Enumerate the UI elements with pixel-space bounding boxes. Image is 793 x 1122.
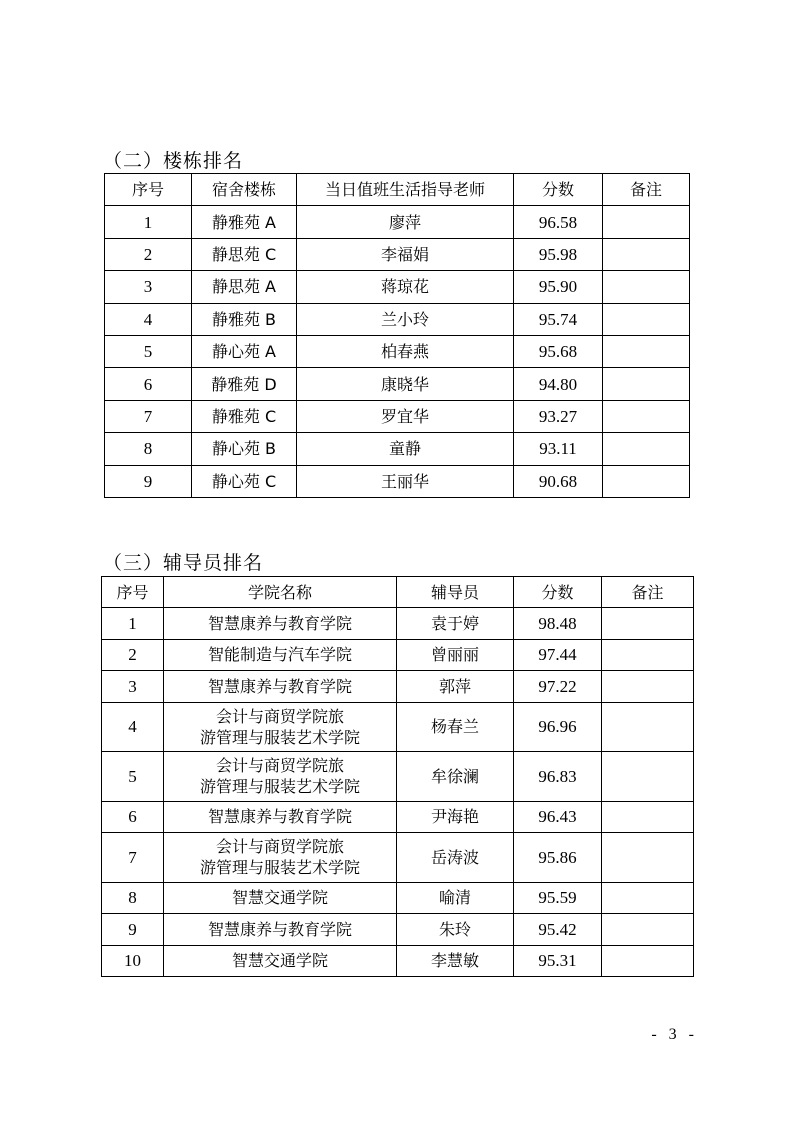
score-cell: 95.68 [514, 335, 603, 367]
score-cell: 97.44 [514, 639, 602, 671]
counselor-cell: 喻清 [397, 882, 514, 914]
college-name-line: 会计与商贸学院旅 [215, 706, 344, 726]
note-cell [602, 914, 694, 946]
note-cell [602, 639, 694, 671]
building-cell: 静心苑 C [192, 465, 297, 497]
score-cell: 93.11 [514, 433, 603, 465]
building-cell: 静心苑 A [192, 335, 297, 367]
rank-cell: 8 [105, 433, 192, 465]
table-row [105, 271, 690, 303]
table-row [102, 608, 694, 640]
score-cell: 95.74 [514, 303, 603, 335]
rank-cell: 5 [102, 752, 164, 802]
page-number: - 3 - [651, 1026, 698, 1043]
score-cell: 95.31 [514, 945, 602, 977]
table-row [105, 465, 690, 497]
table-row [102, 702, 694, 752]
building-cell: 静雅苑 A [192, 206, 297, 238]
table-row [105, 400, 690, 432]
building-ranking-table [104, 173, 690, 498]
rank-cell: 6 [105, 368, 192, 400]
rank-cell: 4 [105, 303, 192, 335]
note-cell [603, 433, 690, 465]
table-row [102, 914, 694, 946]
rank-cell: 10 [102, 945, 164, 977]
note-cell [603, 238, 690, 270]
column-header: 备注 [602, 577, 694, 608]
college-cell [164, 882, 397, 914]
table-row [105, 335, 690, 367]
rank-cell: 6 [102, 801, 164, 833]
college-name-line: 智慧康养与教育学院 [207, 613, 352, 633]
teacher-cell: 蒋琼花 [297, 271, 514, 303]
college-name-line: 智慧交通学院 [231, 951, 328, 971]
counselor-cell: 岳涛波 [397, 833, 514, 883]
college-cell [164, 702, 397, 752]
note-cell [602, 752, 694, 802]
counselor-cell: 尹海艳 [397, 801, 514, 833]
table-row [102, 671, 694, 703]
note-cell [602, 671, 694, 703]
note-cell [602, 702, 694, 752]
table-row [102, 945, 694, 977]
score-cell: 96.58 [514, 206, 603, 238]
table-row [105, 303, 690, 335]
college-name-line: 会计与商贸学院旅 [215, 837, 344, 857]
rank-cell: 3 [105, 271, 192, 303]
college-cell [164, 945, 397, 977]
rank-cell: 2 [102, 639, 164, 671]
score-cell: 90.68 [514, 465, 603, 497]
score-cell: 96.43 [514, 801, 602, 833]
counselor-cell: 袁于婷 [397, 608, 514, 640]
teacher-cell: 柏春燕 [297, 335, 514, 367]
note-cell [603, 400, 690, 432]
score-cell: 95.42 [514, 914, 602, 946]
column-header: 分数 [514, 577, 602, 608]
college-name-line: 智慧交通学院 [231, 888, 328, 908]
college-cell [164, 801, 397, 833]
column-header: 宿舍楼栋 [192, 174, 297, 206]
teacher-cell: 李福娟 [297, 238, 514, 270]
counselor-cell: 李慧敏 [397, 945, 514, 977]
building-cell: 静思苑 A [192, 271, 297, 303]
column-header: 分数 [514, 174, 603, 206]
counselor-cell: 杨春兰 [397, 702, 514, 752]
college-cell [164, 671, 397, 703]
rank-cell: 9 [102, 914, 164, 946]
note-cell [603, 206, 690, 238]
college-name-line: 会计与商贸学院旅 [215, 756, 344, 776]
college-name-line: 游管理与服装艺术学院 [199, 727, 360, 747]
teacher-cell: 康晓华 [297, 368, 514, 400]
note-cell [602, 833, 694, 883]
table-row [102, 752, 694, 802]
counselor-ranking-heading: （三）辅导员排名 [103, 552, 264, 574]
score-cell: 98.48 [514, 608, 602, 640]
teacher-cell: 廖萍 [297, 206, 514, 238]
rank-cell: 1 [102, 608, 164, 640]
table-row [105, 206, 690, 238]
college-cell [164, 914, 397, 946]
college-cell [164, 752, 397, 802]
college-name-line: 游管理与服装艺术学院 [199, 858, 360, 878]
column-header: 学院名称 [164, 577, 397, 608]
rank-cell: 5 [105, 335, 192, 367]
score-cell: 95.90 [514, 271, 603, 303]
score-cell: 95.86 [514, 833, 602, 883]
table-row [105, 368, 690, 400]
college-name-line: 智慧康养与教育学院 [207, 676, 352, 696]
column-header: 序号 [102, 577, 164, 608]
college-name-line: 智能制造与汽车学院 [207, 645, 352, 665]
score-cell: 94.80 [514, 368, 603, 400]
column-header: 序号 [105, 174, 192, 206]
rank-cell: 9 [105, 465, 192, 497]
table-row [102, 882, 694, 914]
score-cell: 96.96 [514, 702, 602, 752]
table-row [102, 801, 694, 833]
teacher-cell: 童静 [297, 433, 514, 465]
rank-cell: 4 [102, 702, 164, 752]
table-header-row [105, 174, 690, 206]
rank-cell: 2 [105, 238, 192, 270]
rank-cell: 3 [102, 671, 164, 703]
table-row [102, 833, 694, 883]
table-row [105, 238, 690, 270]
building-ranking-heading: （二）楼栋排名 [103, 150, 244, 172]
building-cell: 静雅苑 D [192, 368, 297, 400]
column-header: 备注 [603, 174, 690, 206]
building-cell: 静思苑 C [192, 238, 297, 270]
score-cell: 97.22 [514, 671, 602, 703]
note-cell [602, 945, 694, 977]
score-cell: 96.83 [514, 752, 602, 802]
college-cell [164, 833, 397, 883]
note-cell [602, 801, 694, 833]
table-row [105, 433, 690, 465]
counselor-cell: 朱玲 [397, 914, 514, 946]
note-cell [603, 368, 690, 400]
college-cell [164, 639, 397, 671]
rank-cell: 7 [102, 833, 164, 883]
column-header: 辅导员 [397, 577, 514, 608]
counselor-cell: 牟徐澜 [397, 752, 514, 802]
building-cell: 静雅苑 C [192, 400, 297, 432]
score-cell: 95.59 [514, 882, 602, 914]
college-cell [164, 608, 397, 640]
counselor-cell: 郭萍 [397, 671, 514, 703]
note-cell [603, 335, 690, 367]
college-name-line: 智慧康养与教育学院 [207, 807, 352, 827]
college-name-line: 智慧康养与教育学院 [207, 919, 352, 939]
building-cell: 静雅苑 B [192, 303, 297, 335]
college-name-line: 游管理与服装艺术学院 [199, 777, 360, 797]
column-header: 当日值班生活指导老师 [297, 174, 514, 206]
counselor-cell: 曾丽丽 [397, 639, 514, 671]
building-cell: 静心苑 B [192, 433, 297, 465]
teacher-cell: 王丽华 [297, 465, 514, 497]
table-header-row [102, 577, 694, 608]
rank-cell: 1 [105, 206, 192, 238]
counselor-ranking-table [101, 576, 694, 977]
rank-cell: 8 [102, 882, 164, 914]
note-cell [603, 271, 690, 303]
note-cell [603, 303, 690, 335]
table-row [102, 639, 694, 671]
score-cell: 95.98 [514, 238, 603, 270]
rank-cell: 7 [105, 400, 192, 432]
note-cell [603, 465, 690, 497]
note-cell [602, 882, 694, 914]
note-cell [602, 608, 694, 640]
score-cell: 93.27 [514, 400, 603, 432]
teacher-cell: 罗宜华 [297, 400, 514, 432]
teacher-cell: 兰小玲 [297, 303, 514, 335]
